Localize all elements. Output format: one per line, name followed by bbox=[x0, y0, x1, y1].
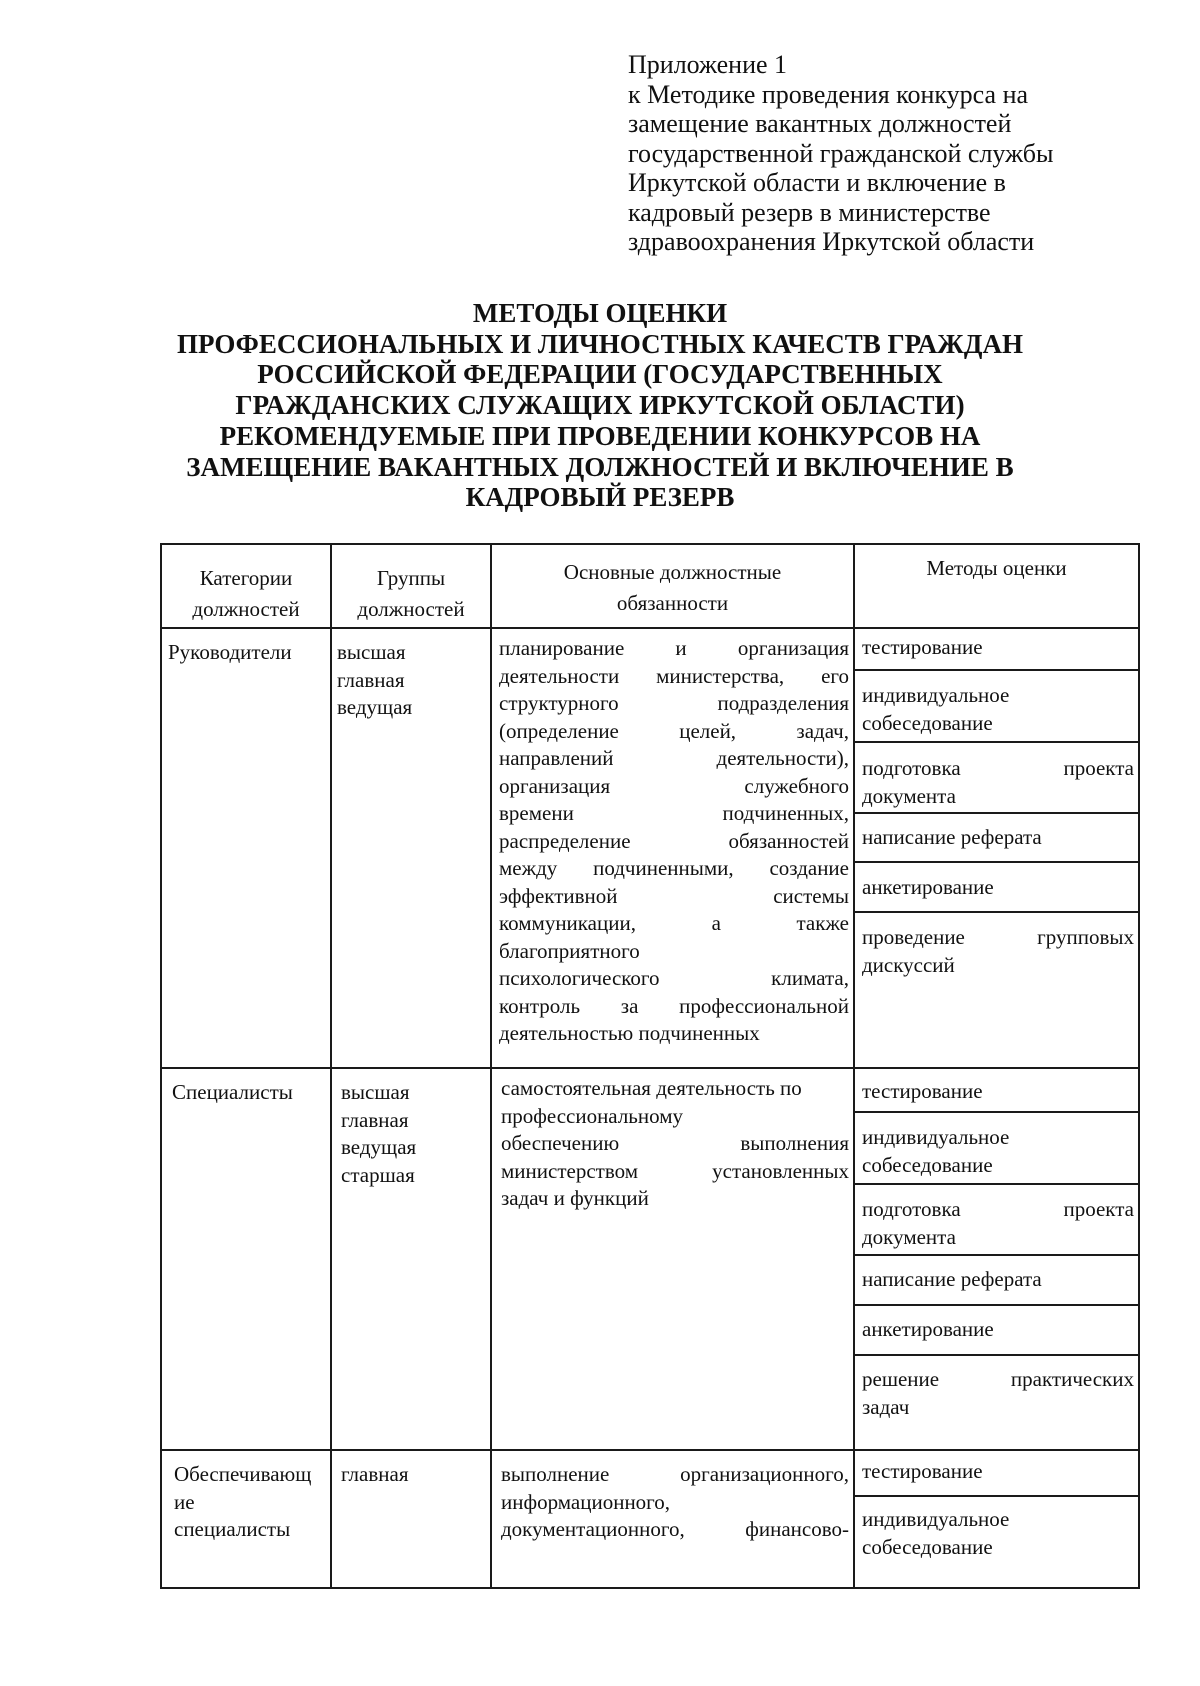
method-separator bbox=[853, 1111, 1140, 1113]
column-separator bbox=[853, 543, 855, 1589]
header-methods: Методы оценки bbox=[926, 556, 1067, 580]
row-groups: главная bbox=[341, 1462, 409, 1486]
header-duties: Основные должностные обязанности bbox=[563, 560, 782, 615]
method-item: индивидуальное собеседование bbox=[862, 683, 1010, 735]
title-line: ГРАЖДАНСКИХ СЛУЖАЩИХ ИРКУТСКОЙ ОБЛАСТИ) bbox=[235, 390, 965, 421]
method-item: анкетирование bbox=[862, 875, 994, 899]
method-separator bbox=[853, 1354, 1140, 1356]
table-border-bottom bbox=[160, 1587, 1140, 1589]
method-separator bbox=[853, 1304, 1140, 1306]
appendix-line: Иркутской области и включение в bbox=[628, 168, 1006, 197]
method-item: подготовка проекта документа bbox=[862, 756, 1134, 808]
method-item: индивидуальное собеседование bbox=[862, 1125, 1010, 1177]
table-border-left bbox=[160, 543, 162, 1589]
document-title bbox=[150, 298, 1050, 513]
row-duties: самостоятельная деятельность по профессиональному обеспечению выполнения министерством установленных задач и функций bbox=[501, 1076, 849, 1210]
method-item: тестирование bbox=[862, 1459, 983, 1483]
method-separator bbox=[853, 741, 1140, 743]
header-groups: Группы должностей bbox=[357, 566, 465, 621]
row-separator bbox=[160, 1067, 1140, 1069]
method-item: индивидуальное собеседование bbox=[862, 1507, 1010, 1559]
column-separator bbox=[490, 543, 492, 1589]
method-item: решение практических задач bbox=[862, 1367, 1134, 1419]
title-line: МЕТОДЫ ОЦЕНКИ bbox=[472, 298, 728, 328]
table-border-right bbox=[1138, 543, 1140, 1589]
title-line: РОССИЙСКОЙ ФЕДЕРАЦИИ (ГОСУДАРСТВЕННЫХ bbox=[257, 359, 943, 390]
method-separator bbox=[853, 861, 1140, 863]
title-line: РЕКОМЕНДУЕМЫЕ ПРИ ПРОВЕДЕНИИ КОНКУРСОВ НА bbox=[219, 420, 981, 451]
row-category: Руководители bbox=[168, 640, 292, 664]
row-duties: выполнение организационного, информационного, документационного, финансово- bbox=[501, 1462, 849, 1541]
row-separator bbox=[160, 1449, 1140, 1451]
appendix-line: замещение вакантных должностей bbox=[628, 109, 1012, 138]
appendix-line: здравоохранения Иркутской области bbox=[628, 227, 1035, 256]
row-duties: планирование и организация деятельности министерства, его структурного подразделения (определение целей, задач, направлений деятельности), организация служебного времени подчиненных, распределение обязанностей между подчиненными, создание эффективной системы коммуникации, а также благоприятного психологического климата, контроль за профессиональной деятельностью подчиненных bbox=[499, 636, 849, 1045]
method-item: написание реферата bbox=[862, 1267, 1042, 1291]
title-line: ЗАМЕЩЕНИЕ ВАКАНТНЫХ ДОЛЖНОСТЕЙ И ВКЛЮЧЕНИЕ В bbox=[186, 451, 1014, 482]
column-separator bbox=[330, 543, 332, 1589]
table-border-top bbox=[160, 543, 1140, 545]
method-item: тестирование bbox=[862, 635, 983, 659]
title-line: КАДРОВЫЙ РЕЗЕРВ bbox=[465, 482, 735, 513]
method-item: тестирование bbox=[862, 1079, 983, 1103]
method-separator bbox=[853, 1183, 1140, 1185]
method-item: проведение групповых дискуссий bbox=[862, 925, 1134, 977]
appendix-line: к Методике проведения конкурса на bbox=[628, 79, 1029, 109]
header-categories: Категории должностей bbox=[192, 566, 300, 621]
method-item: анкетирование bbox=[862, 1317, 994, 1341]
appendix-line: Приложение 1 bbox=[628, 50, 788, 79]
row-category: Обеспечивающ ие специалисты bbox=[174, 1462, 312, 1541]
method-separator bbox=[853, 669, 1140, 671]
assessment-methods-table bbox=[160, 543, 1140, 1589]
row-groups: высшая главная ведущая старшая bbox=[341, 1080, 417, 1187]
row-groups: высшая главная ведущая bbox=[337, 640, 413, 719]
appendix-line: кадровый резерв в министерстве bbox=[628, 197, 991, 227]
appendix-note bbox=[628, 50, 1148, 257]
title-line: ПРОФЕССИОНАЛЬНЫХ И ЛИЧНОСТНЫХ КАЧЕСТВ ГРАЖДАН bbox=[177, 328, 1023, 359]
method-separator bbox=[853, 1495, 1140, 1497]
method-separator bbox=[853, 911, 1140, 913]
appendix-line: государственной гражданской службы bbox=[628, 138, 1054, 168]
header-separator bbox=[160, 627, 1140, 629]
method-separator bbox=[853, 1254, 1140, 1256]
method-item: написание реферата bbox=[862, 825, 1042, 849]
row-category: Специалисты bbox=[172, 1080, 293, 1104]
method-item: подготовка проекта документа bbox=[862, 1197, 1134, 1249]
method-separator bbox=[853, 812, 1140, 814]
